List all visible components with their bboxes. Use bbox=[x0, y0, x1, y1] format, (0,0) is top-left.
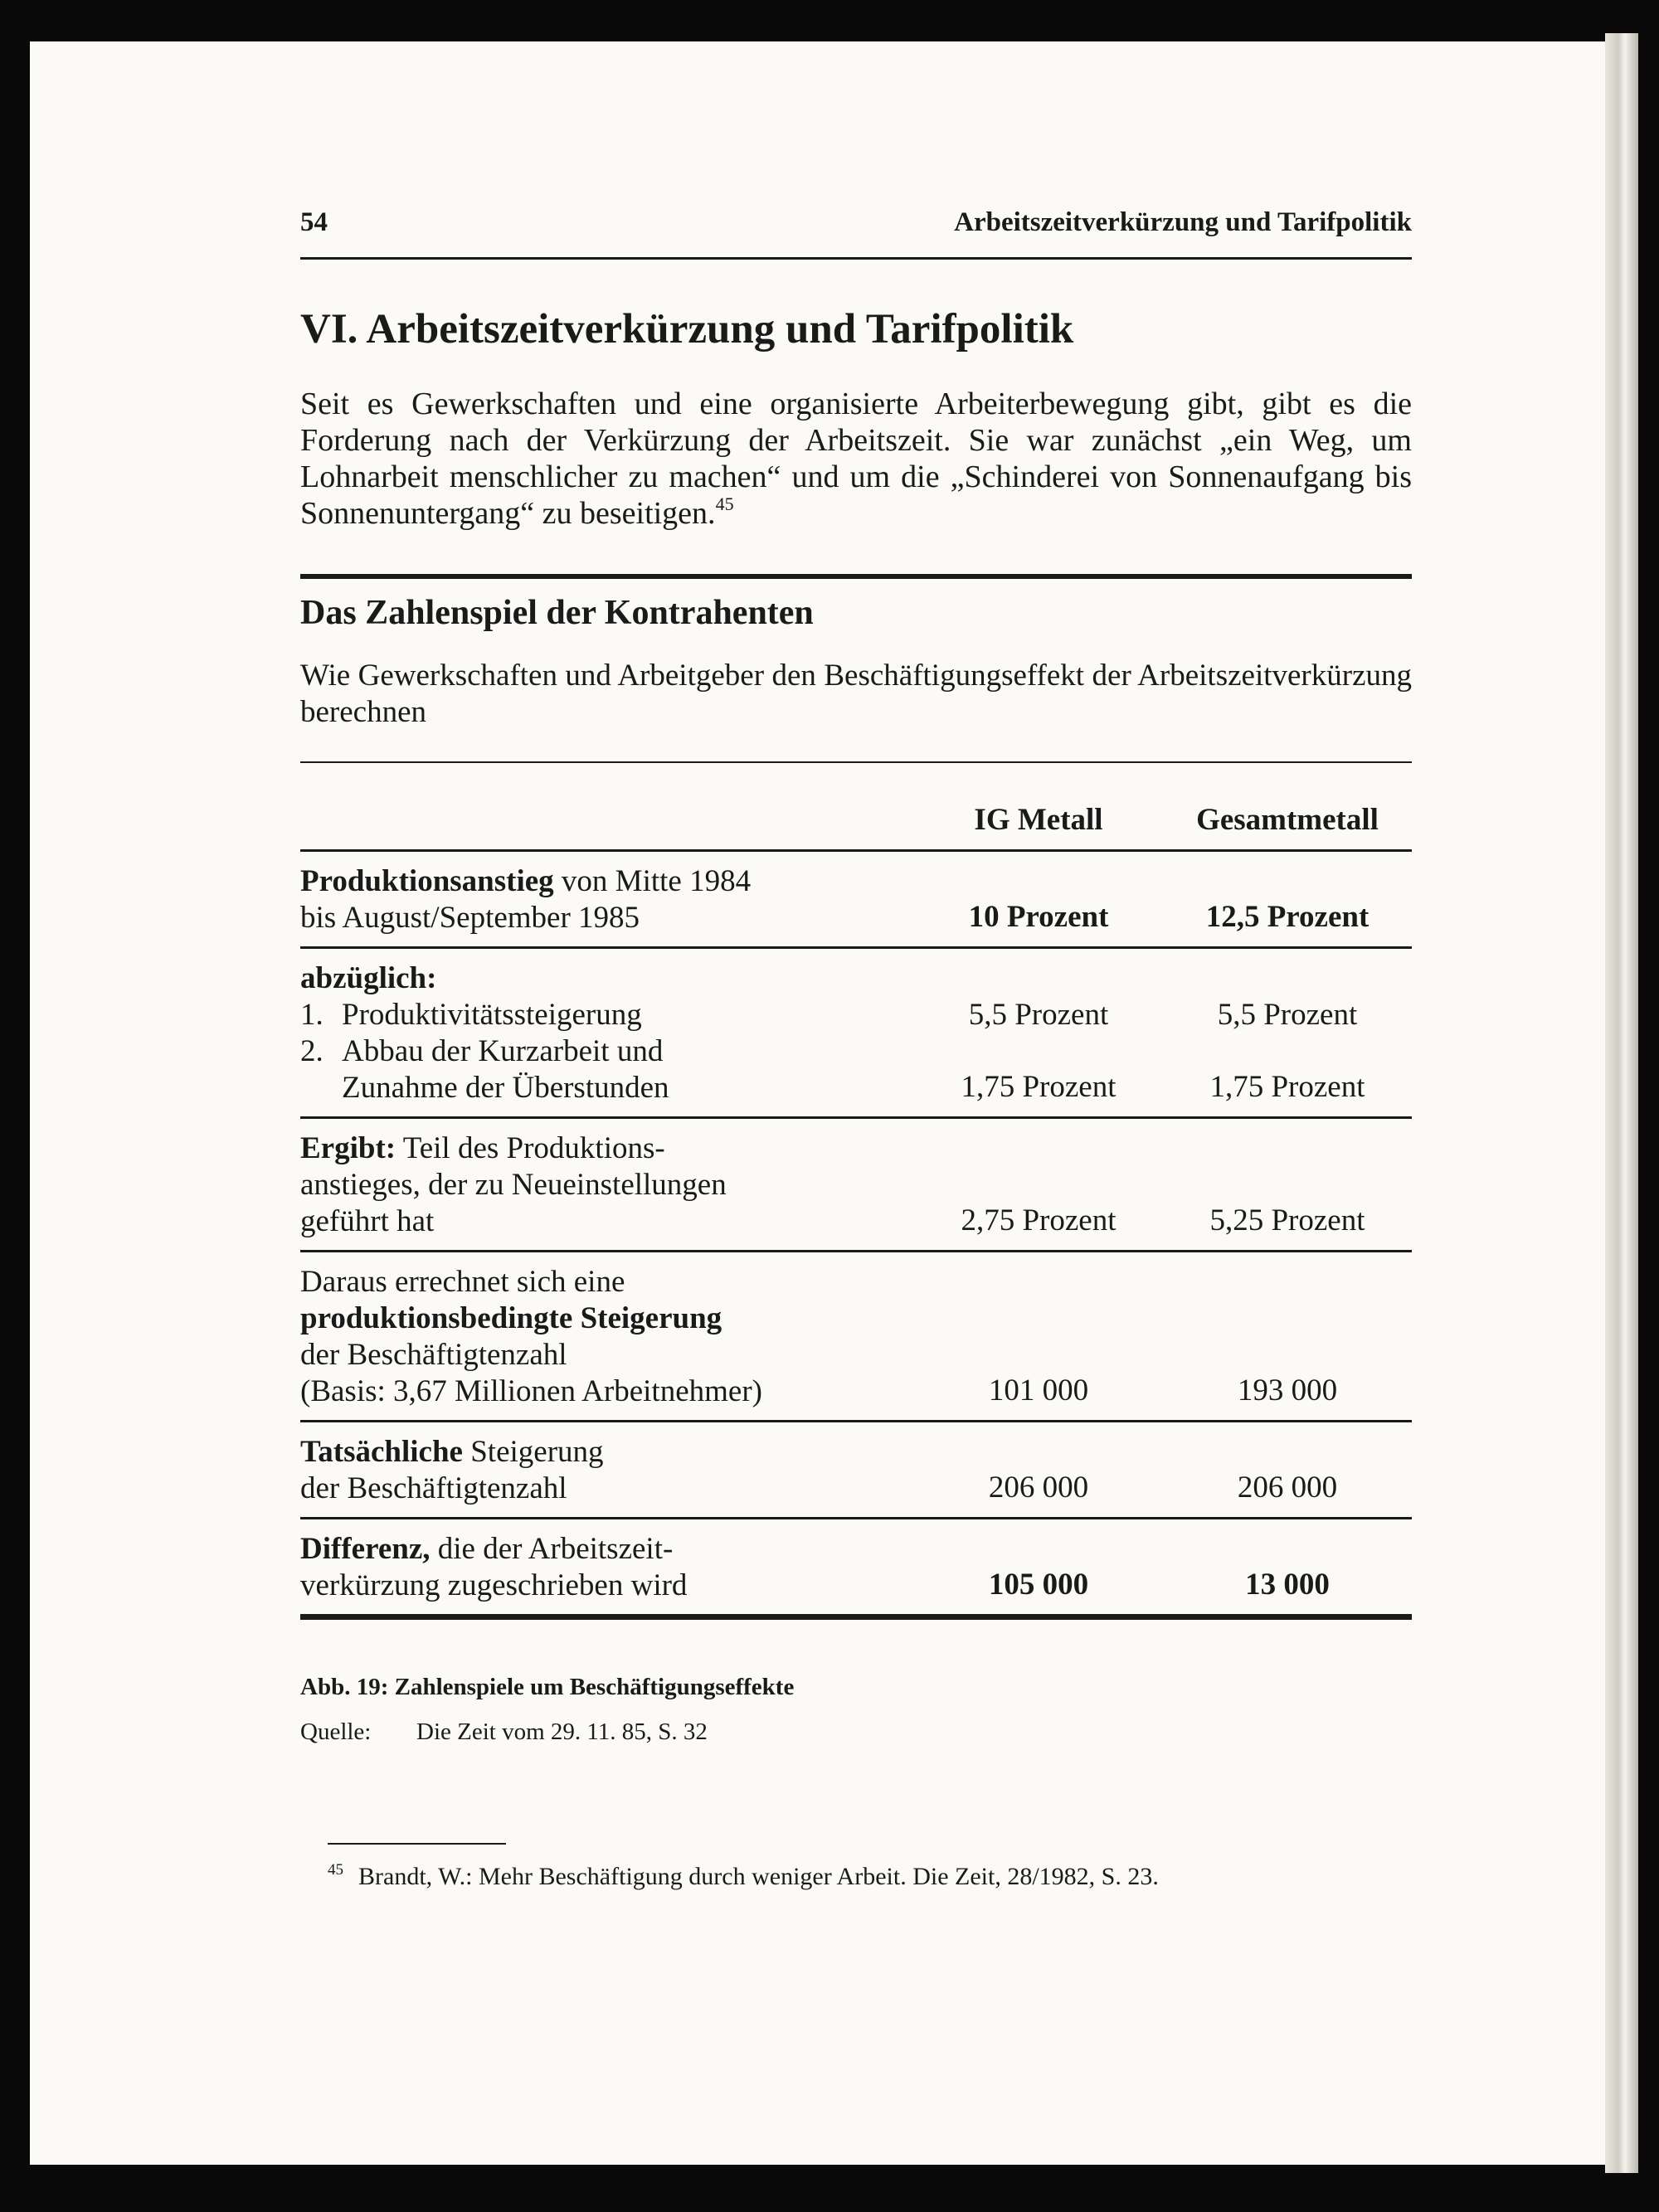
value-gesamt-difference: 13 000 bbox=[1163, 1519, 1412, 1617]
footnote-number: 45 bbox=[328, 1861, 343, 1879]
label-text: anstieges, der zu Neueinstellungen bbox=[300, 1168, 727, 1202]
footnote bbox=[328, 1863, 1159, 1891]
table-row-actual bbox=[300, 1422, 1412, 1519]
value-ig-calculated: 101 000 bbox=[914, 1252, 1163, 1422]
row-label-actual bbox=[300, 1422, 914, 1519]
label-bold: produktionsbedingte Steigerung bbox=[300, 1301, 722, 1335]
value-ig-deduction-1: 5,5 Prozent bbox=[968, 998, 1109, 1032]
label-text: die der Arbeitszeit- bbox=[430, 1532, 674, 1566]
value-ig-difference: 105 000 bbox=[914, 1519, 1163, 1617]
value-gesamt-calculated: 193 000 bbox=[1163, 1252, 1412, 1422]
table-row-deduction-1 bbox=[300, 997, 1412, 1033]
running-head bbox=[300, 207, 1412, 257]
label-text: von Mitte 1984 bbox=[553, 864, 752, 898]
row-label-calculated bbox=[300, 1252, 914, 1422]
source-key: Quelle: bbox=[300, 1719, 372, 1745]
table-row-difference bbox=[300, 1519, 1412, 1617]
value-gesamt-deduction-1: 5,5 Prozent bbox=[1217, 998, 1358, 1032]
list-number: 1. bbox=[300, 998, 324, 1032]
intro-paragraph-text: Seit es Gewerkschaften und eine organisierte Arbeiterbewegung gibt, gibt es die Forderung nach der Verkürzung der Arbeitszeit. Sie war zunächst „ein Weg, um Lohnarbeit menschlicher zu machen“ und um die „Schinderei von Sonnenaufgang bis Sonnenuntergang“ zu beseitigen. bbox=[300, 386, 1412, 531]
table-row-calculated bbox=[300, 1252, 1412, 1422]
label-text: der Beschäftigtenzahl bbox=[300, 1338, 567, 1372]
list-number: 2. bbox=[300, 1034, 324, 1068]
comparison-table bbox=[300, 761, 1412, 1620]
running-head-rule bbox=[300, 257, 1412, 260]
row-label-deduction-2 bbox=[300, 1033, 914, 1118]
table-row-result bbox=[300, 1118, 1412, 1252]
box-subtitle: Wie Gewerkschaften und Arbeitgeber den Beschäftigungseffekt der Arbeitszeitverkürzung berechnen bbox=[300, 659, 1412, 729]
row-label-deductions: abzüglich: bbox=[300, 961, 437, 995]
label-text: Daraus errechnet sich eine bbox=[300, 1265, 625, 1299]
label-text: geführt hat bbox=[300, 1204, 435, 1238]
value-ig-deduction-2: 1,75 Prozent bbox=[914, 1033, 1163, 1118]
label-bold: Ergibt: bbox=[300, 1131, 397, 1165]
table-row-production bbox=[300, 851, 1412, 948]
row-label-production bbox=[300, 851, 914, 948]
figure-source bbox=[300, 1719, 708, 1746]
value-ig-production: 10 Prozent bbox=[914, 851, 1163, 948]
running-head-title: Arbeitszeitverkürzung und Tarifpolitik bbox=[954, 207, 1412, 237]
table-row-deduction-2 bbox=[300, 1033, 1412, 1118]
empty-cell bbox=[1163, 948, 1412, 998]
footnote-reference: 45 bbox=[715, 493, 734, 514]
label-text: bis August/September 1985 bbox=[300, 901, 640, 935]
intro-paragraph bbox=[300, 386, 1412, 532]
label-text: Steigerung bbox=[462, 1435, 604, 1469]
column-header-ig-metall: IG Metall bbox=[914, 761, 1163, 851]
box-top-rule bbox=[300, 574, 1412, 579]
empty-cell bbox=[914, 948, 1163, 998]
row-label-difference bbox=[300, 1519, 914, 1617]
label-bold: Tatsächliche bbox=[300, 1435, 463, 1469]
figure-caption: Abb. 19: Zahlenspiele um Beschäftigungseffekte bbox=[300, 1674, 795, 1700]
label-text: Produktivitätssteigerung bbox=[342, 998, 642, 1032]
row-label-deduction-1 bbox=[300, 997, 914, 1033]
footnote-text: Brandt, W.: Mehr Beschäftigung durch weniger Arbeit. Die Zeit, 28/1982, S. 23. bbox=[358, 1863, 1159, 1890]
box-title: Das Zahlenspiel der Kontrahenten bbox=[300, 594, 814, 632]
table-header-row bbox=[300, 761, 1412, 851]
chapter-heading: VI. Arbeitszeitverkürzung und Tarifpolitik bbox=[300, 306, 1074, 352]
footnote-rule bbox=[328, 1843, 506, 1845]
label-text: Teil des Produktions- bbox=[396, 1131, 665, 1165]
label-text: verkürzung zugeschrieben wird bbox=[300, 1568, 688, 1602]
page-edge bbox=[1605, 33, 1638, 2173]
value-ig-actual: 206 000 bbox=[914, 1422, 1163, 1519]
source-value: Die Zeit vom 29. 11. 85, S. 32 bbox=[416, 1719, 708, 1745]
value-gesamt-result: 5,25 Prozent bbox=[1163, 1118, 1412, 1252]
label-text: (Basis: 3,67 Millionen Arbeitnehmer) bbox=[300, 1374, 762, 1408]
value-gesamt-production: 12,5 Prozent bbox=[1163, 851, 1412, 948]
label-text: der Beschäftigtenzahl bbox=[300, 1471, 567, 1505]
label-bold: Produktionsanstieg bbox=[300, 864, 554, 898]
value-ig-result: 2,75 Prozent bbox=[914, 1118, 1163, 1252]
header-empty-cell bbox=[300, 761, 914, 851]
value-gesamt-deduction-2: 1,75 Prozent bbox=[1163, 1033, 1412, 1118]
page-number: 54 bbox=[300, 207, 328, 237]
column-header-gesamtmetall: Gesamtmetall bbox=[1163, 761, 1412, 851]
table-row-deductions-heading bbox=[300, 948, 1412, 998]
row-label-result bbox=[300, 1118, 914, 1252]
label-text: Abbau der Kurzarbeit und bbox=[342, 1034, 664, 1068]
value-gesamt-actual: 206 000 bbox=[1163, 1422, 1412, 1519]
label-bold: Differenz, bbox=[300, 1532, 431, 1566]
label-text: Zunahme der Überstunden bbox=[342, 1071, 669, 1105]
